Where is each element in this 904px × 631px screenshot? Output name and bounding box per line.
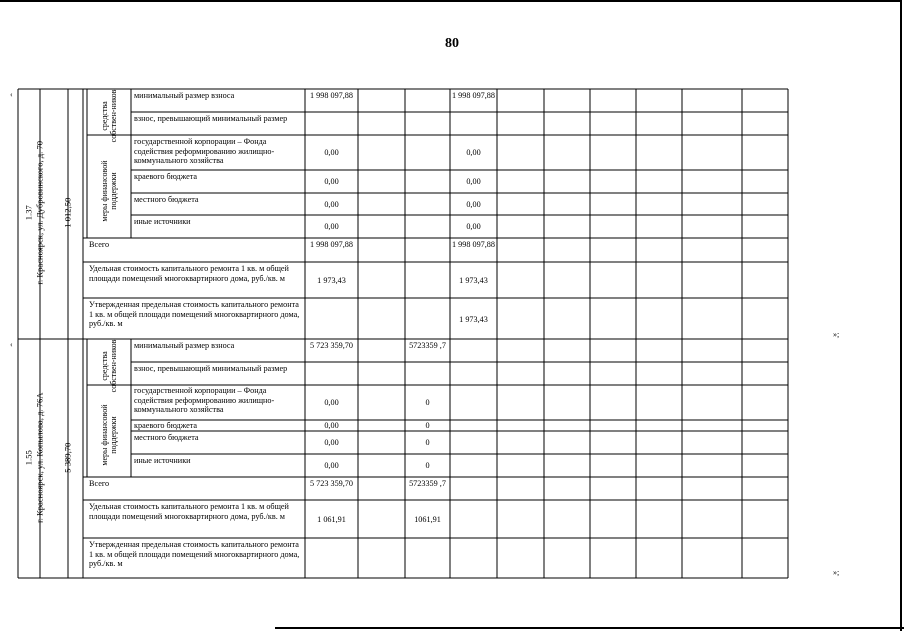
- total-area: 5 389,70: [62, 442, 73, 473]
- other-label: иные источники: [134, 217, 191, 226]
- row-number: 1.37: [23, 205, 34, 221]
- limit-cost-value-total: 1 973,43: [459, 315, 488, 324]
- other-label: иные источники: [134, 456, 191, 465]
- address: г. Красноярск, ул. Копылова, д. 76А: [34, 392, 45, 523]
- over-min-label: взнос, превышающий минимальный размер: [134, 114, 288, 123]
- fund-label: государственной корпорации – Фонда содействия реформированию жилищно-коммунального хозяйства: [134, 386, 275, 415]
- unit-cost-label: Удельная стоимость капитального ремонта 1 кв. м общей площади помещений многоквартирного дома, руб./кв. м: [89, 264, 289, 283]
- min-fee-label: минимальный размер взноса: [134, 91, 235, 100]
- regional-value-3: 0: [425, 421, 430, 430]
- left-mark-2: ‹: [10, 340, 13, 349]
- unit-cost-value: 1 973,43: [317, 276, 346, 285]
- total-value-3: 5723359 ,7: [409, 479, 446, 488]
- other-value-3: 0: [425, 461, 430, 470]
- limit-cost-label: Утвержденная предельная стоимость капитального ремонта 1 кв. м общей площади помещений многоквартирного дома, руб./кв. м: [89, 540, 300, 569]
- fund-value: 0,00: [324, 148, 339, 157]
- other-value: 0,00: [324, 461, 339, 470]
- min-fee-label: минимальный размер взноса: [134, 341, 235, 350]
- limit-cost-label: Утвержденная предельная стоимость капитального ремонта 1 кв. м общей площади помещений многоквартирного дома, руб./кв. м: [89, 300, 300, 329]
- local-label: местного бюджета: [134, 195, 199, 204]
- local-value: 0,00: [324, 438, 339, 447]
- min-fee-value: 5 723 359,70: [310, 341, 353, 350]
- total-label: Всего: [89, 479, 110, 488]
- regional-label: краевого бюджета: [134, 172, 198, 181]
- row-number: 1.55: [23, 450, 34, 466]
- fund-value: 0,00: [324, 398, 339, 407]
- total-area: 1 012,50: [62, 197, 73, 228]
- unit-cost-value-total: 1 973,43: [459, 276, 488, 285]
- local-value-total: 0,00: [466, 200, 481, 209]
- min-fee-value-3: 5723359 ,7: [409, 341, 446, 350]
- fund-value-total: 0,00: [466, 148, 481, 157]
- fund-value-3: 0: [425, 398, 430, 407]
- total-value: 1 998 097,88: [310, 240, 353, 249]
- local-value: 0,00: [324, 200, 339, 209]
- local-label: местного бюджета: [134, 433, 199, 442]
- min-fee-value: 1 998 097,88: [310, 91, 353, 100]
- unit-cost-label: Удельная стоимость капитального ремонта 1 кв. м общей площади помещений многоквартирного дома, руб./кв. м: [89, 502, 289, 521]
- total-value: 5 723 359,70: [310, 479, 353, 488]
- regional-value: 0,00: [324, 177, 339, 186]
- other-value-total: 0,00: [466, 222, 481, 231]
- left-mark-1: ‹: [10, 90, 13, 99]
- over-min-label: взнос, превышающий минимальный размер: [134, 364, 288, 373]
- regional-value-total: 0,00: [466, 177, 481, 186]
- support-measures-label: меры финансовой поддержки: [100, 404, 118, 466]
- page-number: 80: [445, 36, 459, 51]
- min-fee-value-total: 1 998 097,88: [452, 91, 495, 100]
- right-mark-1: »;: [833, 330, 840, 339]
- regional-value: 0,00: [324, 421, 339, 430]
- other-value: 0,00: [324, 222, 339, 231]
- local-value-3: 0: [425, 438, 430, 447]
- fund-label: государственной корпорации – Фонда содействия реформированию жилищно-коммунального хозяйства: [134, 137, 275, 166]
- owners-funds-label: средства собствен-ников: [100, 89, 118, 143]
- support-measures-label: меры финансовой поддержки: [100, 160, 118, 222]
- owners-funds-label: средства собствен-ников: [100, 339, 118, 393]
- right-mark-2: »;: [833, 568, 840, 577]
- total-label: Всего: [89, 240, 110, 249]
- unit-cost-value-3: 1061,91: [414, 515, 441, 524]
- total-value-total: 1 998 097,88: [452, 240, 495, 249]
- address: г. Красноярск, ул. Дубровинского, д. 70: [34, 140, 45, 285]
- regional-label: краевого бюджета: [134, 421, 198, 430]
- unit-cost-value: 1 061,91: [317, 515, 346, 524]
